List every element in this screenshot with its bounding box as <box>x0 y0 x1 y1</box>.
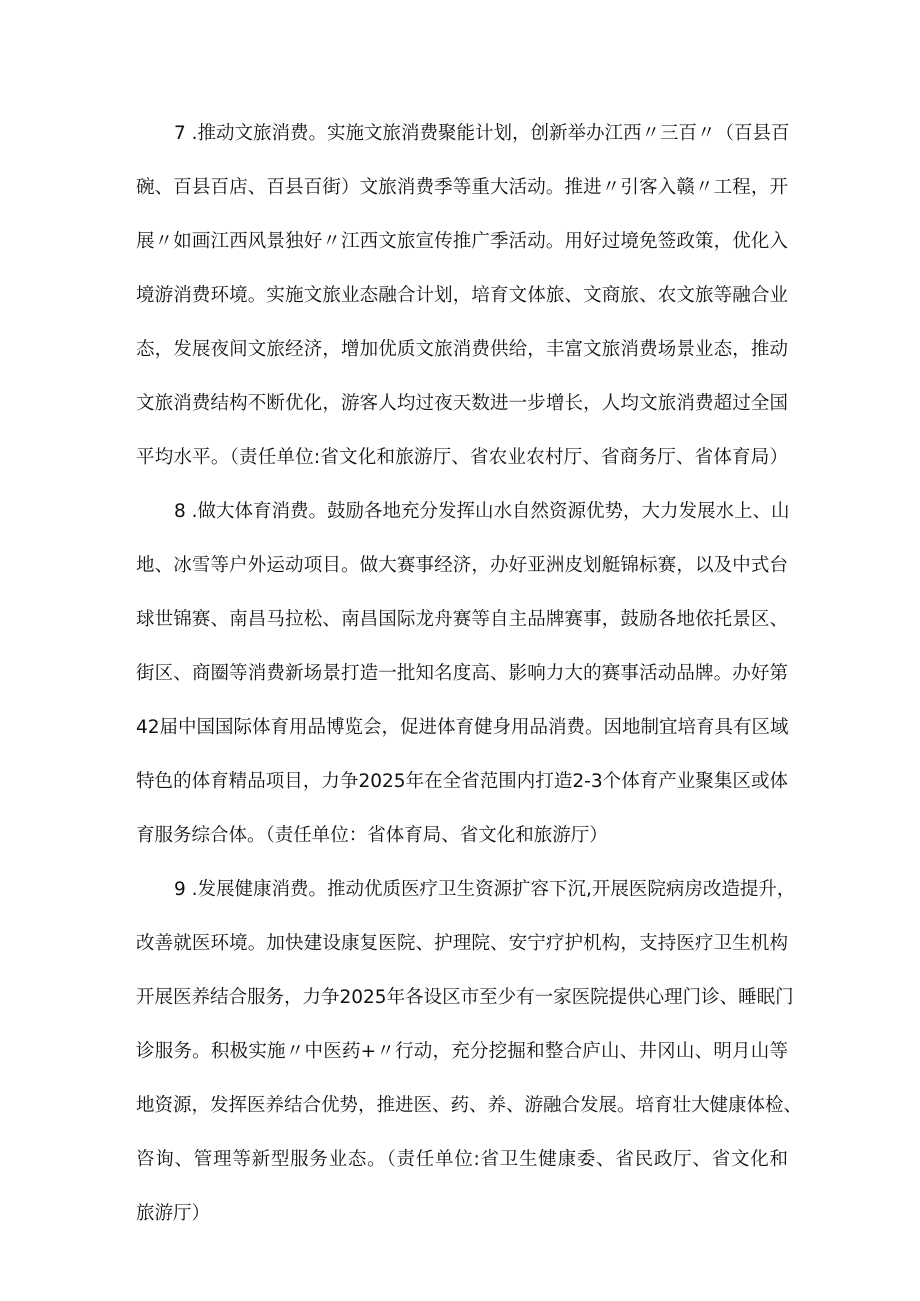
paragraph-line: 特色的体育精品项目，力争2025年在全省范围内打造2-3个体育产业聚集区或体 <box>136 771 788 792</box>
paragraph-line: 态，发展夜间文旅经济，增加优质文旅消费供给，丰富文旅消费场景业态，推动 <box>136 339 788 360</box>
paragraph-line: 育服务综合体。（责任单位：省体育局、省文化和旅游厅） <box>136 825 608 846</box>
paragraph-item-7 <box>0 113 920 491</box>
paragraph-line: 展〃如画江西风景独好〃江西文旅宣传推广季活动。用好过境免签政策，优化入 <box>136 231 788 252</box>
paragraph-line: 平均水平。（责任单位:省文化和旅游厅、省农业农村厅、省商务厅、省体育局） <box>136 447 788 468</box>
paragraph-item-8 <box>0 491 920 869</box>
paragraph-item-9 <box>0 869 920 1247</box>
paragraph-line: 7 .推动文旅消费。实施文旅消费聚能计划，创新举办江西〃三百〃（百县百 <box>174 123 790 144</box>
paragraph-line: 地资源，发挥医养结合优势，推进医、药、养、游融合发展。培育壮大健康体检、 <box>136 1095 803 1116</box>
paragraph-line: 42届中国国际体育用品博览会，促进体育健身用品消费。因地制宜培育具有区域 <box>136 717 789 738</box>
paragraph-line: 8 .做大体育消费。鼓励各地充分发挥山水自然资源优势，大力发展水上、山 <box>174 501 790 522</box>
paragraph-line: 碗、百县百店、百县百街）文旅消费季等重大活动。推进〃引客入赣〃工程，开 <box>136 177 788 198</box>
paragraph-line: 文旅消费结构不断优化，游客人均过夜天数进一步增长，人均文旅消费超过全国 <box>136 393 788 414</box>
paragraph-line: 9 .发展健康消费。推动优质医疗卫生资源扩容下沉,开展医院病房改造提升， <box>174 879 796 900</box>
paragraph-line: 旅游厅） <box>136 1203 211 1224</box>
paragraph-line: 球世锦赛、南昌马拉松、南昌国际龙舟赛等自主品牌赛事，鼓励各地依托景区、 <box>136 609 788 630</box>
paragraph-line: 改善就医环境。加快建设康复医院、护理院、安宁疗护机构，支持医疗卫生机构 <box>136 933 788 954</box>
paragraph-line: 境游消费环境。实施文旅业态融合计划，培育文体旅、文商旅、农文旅等融合业 <box>136 285 788 306</box>
paragraph-line: 街区、商圈等消费新场景打造一批知名度高、影响力大的赛事活动品牌。办好第 <box>136 663 788 684</box>
paragraph-line: 地、冰雪等户外运动项目。做大赛事经济，办好亚洲皮划艇锦标赛，以及中式台 <box>136 555 788 576</box>
paragraph-line: 诊服务。积极实施〃中医药+〃行动，充分挖掘和整合庐山、井冈山、明月山等 <box>136 1041 788 1062</box>
paragraph-line: 咨询、管理等新型服务业态。（责任单位:省卫生健康委、省民政厅、省文化和 <box>136 1149 788 1170</box>
paragraph-line: 开展医养结合服务，力争2025年各设区市至少有一家医院提供心理门诊、睡眠门 <box>136 987 794 1008</box>
